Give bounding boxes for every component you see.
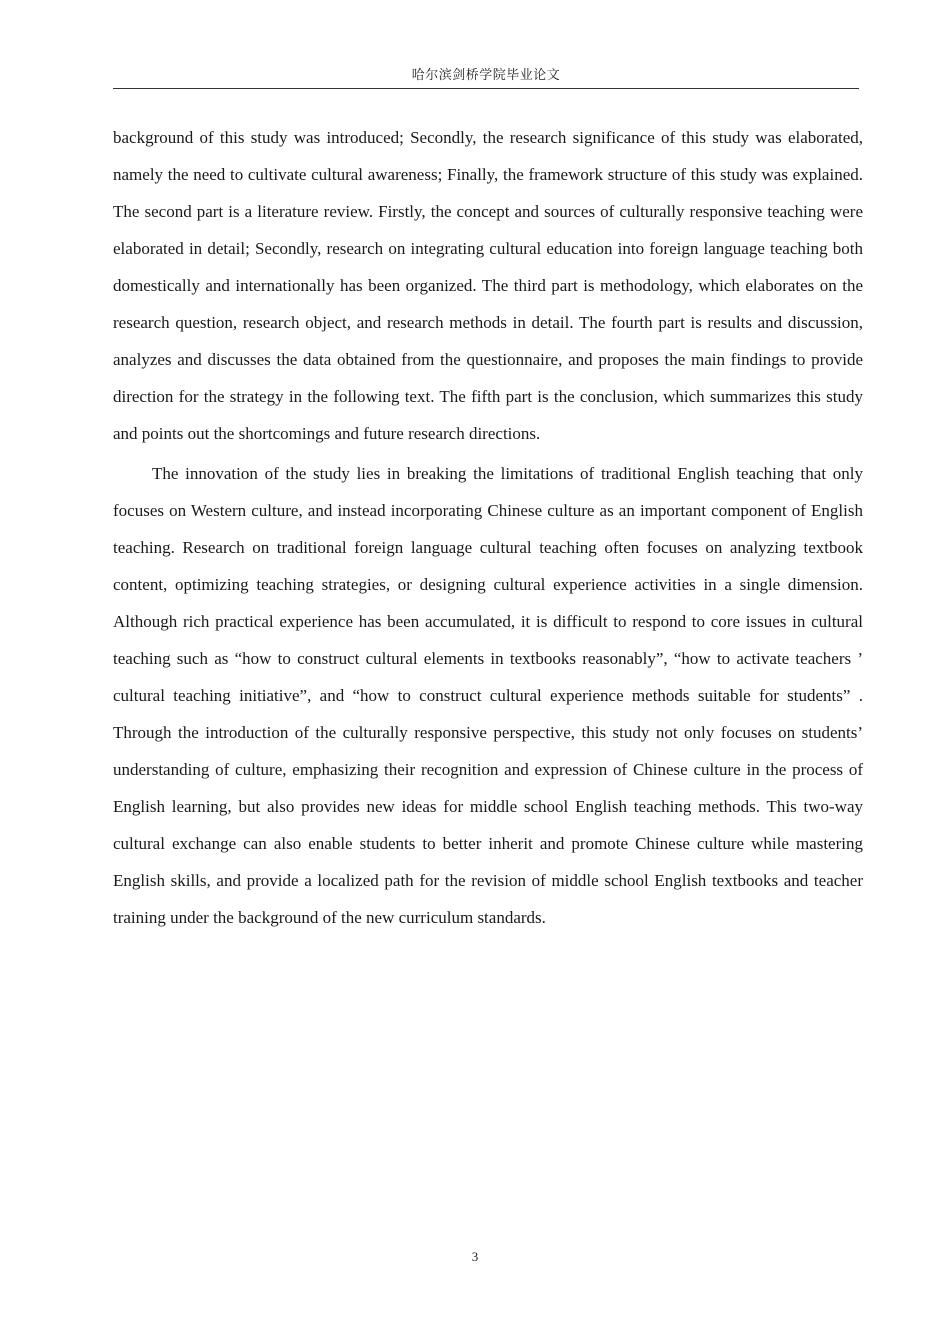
body-text <box>113 119 863 936</box>
paragraph-continuation: background of this study was introduced; Secondly, the research significance of this study was elaborated, namely the need to cultivate cultural awareness; Finally, the framework structure of this study was explained. The second part is a literature review. Firstly, the concept and sources of culturally responsive teaching were elaborated in detail; Secondly, research on integrating cultural education into foreign language teaching both domestically and internationally has been organized. The third part is methodology, which elaborates on the research question, research object, and research methods in detail. The fourth part is results and discussion, analyzes and discusses the data obtained from the questionnaire, and proposes the main findings to provide direction for the strategy in the following text. The fifth part is the conclusion, which summarizes this study and points out the shortcomings and future research directions. <box>113 128 863 443</box>
header-divider <box>113 88 859 89</box>
page-number: 3 <box>471 1249 479 1264</box>
paragraph-innovation: The innovation of the study lies in breaking the limitations of traditional English teaching that only focuses on Western culture, and instead incorporating Chinese culture as an important component of English teaching. Research on traditional foreign language cultural teaching often focuses on analyzing textbook content, optimizing teaching strategies, or designing cultural experience activities in a single dimension. Although rich practical experience has been accumulated, it is difficult to respond to core issues in cultural teaching such as “how to construct cultural elements in textbooks reasonably”, “how to activate teachers ’ cultural teaching initiative”, and “how to construct cultural experience methods suitable for students” . Through the introduction of the culturally responsive perspective, this study not only focuses on students’ understanding of culture, emphasizing their recognition and expression of Chinese culture in the process of English learning, but also provides new ideas for middle school English teaching methods. This two-way cultural exchange can also enable students to better inherit and promote Chinese culture while mastering English skills, and provide a localized path for the revision of middle school English textbooks and teacher training under the background of the new curriculum standards. <box>113 464 863 927</box>
running-header: 哈尔滨剑桥学院毕业论文 <box>411 67 561 82</box>
